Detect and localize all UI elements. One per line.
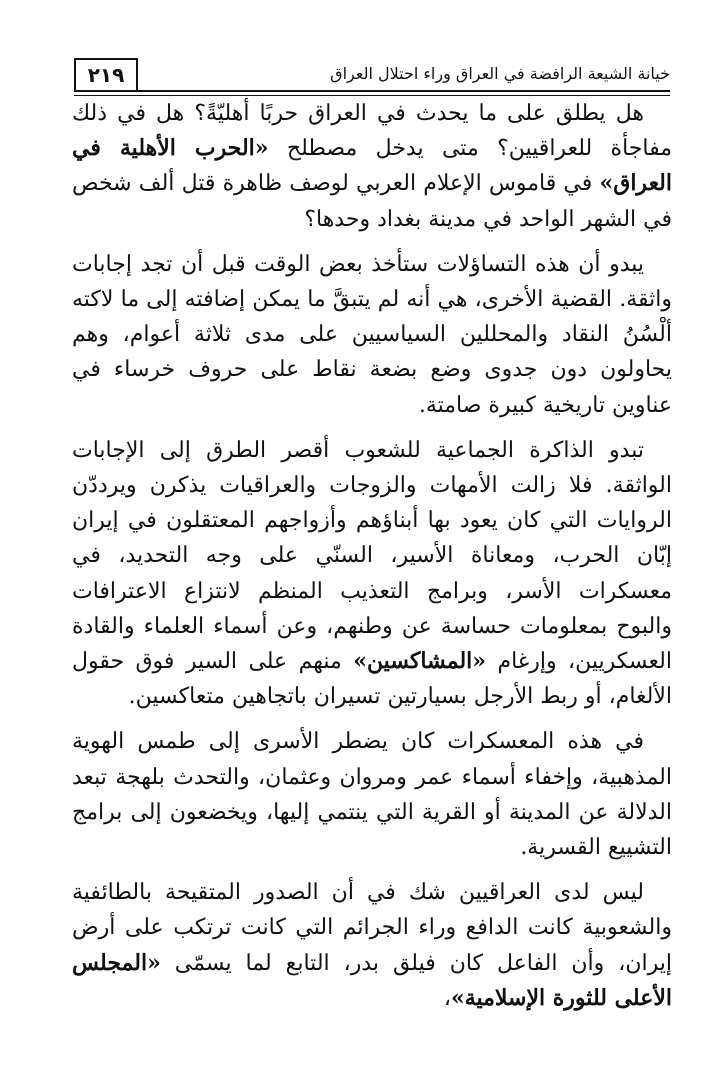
page-number: ٢١٩: [74, 58, 138, 92]
paragraph-text: في قاموس الإعلام العربي لوصف ظاهرة قتل ألف شخص في الشهر الواحد في مدينة بغداد وحدها؟: [72, 171, 672, 232]
paragraph-3: [72, 433, 672, 715]
bold-term: «الحرب الأهلية في العراق»: [72, 135, 672, 197]
paragraph-5: [72, 875, 672, 1016]
body-text: [72, 96, 672, 1016]
running-title: خيانة الشيعة الرافضة في العراق وراء احتلال العراق: [330, 64, 670, 83]
paragraph-1: [72, 96, 672, 237]
header-rule-thick: [138, 90, 670, 92]
paragraph-2: يبدو أن هذه التساؤلات ستأخذ بعض الوقت قبل أن تجد إجابات واثقة. القضية الأخرى، هي أنه لم يتبقَّ ما يمكن إضافته إلى ما لاكته ألْسُنُ النقاد والمحللين السياسيين على مدى ثلاثة أعوام، وهم يحاولون دون جدوى وضع بضعة نقاط على حروف خرساء في عناوين تاريخية كبيرة صامتة.: [72, 251, 672, 418]
paragraph-text: تبدو الذاكرة الجماعية للشعوب أقصر الطرق إلى الإجابات الواثقة. فلا زالت الأمهات والزوجات والعراقيات يذكرن ويرددّن الروايات التي كان يعود بها أبناؤهم وأزواجهم المعتقلون في إيران إبّان الحرب، ومعاناة الأسير، السنّي على وجه التحديد، في معسكرات الأسر، وبرامج التعذيب المنظم لانتزاع الاعترافات والبوح بمعلومات حساسة عن وطنهم، وعن أسماء العلماء والقادة العسكريين، وإرغام: [72, 437, 672, 675]
bold-term: «المجلس الأعلى للثورة الإسلامية»: [72, 949, 672, 1011]
paragraph-text: ،: [443, 985, 451, 1011]
bold-term: «المشاكسين»: [353, 648, 487, 675]
paragraph-text: هل يطلق على ما يحدث في العراق حربًا أهليّةً؟ هل في ذلك مفاجأة للعراقيين؟ متى يدخل مصطلح: [72, 101, 672, 162]
paragraph-text: منهم على السير فوق حقول الألغام، أو ربط الأرجل بسيارتين تسيران باتجاهين متعاكسين.: [72, 649, 672, 710]
paragraph-4: في هذه المعسكرات كان يضطر الأسرى إلى طمس الهوية المذهبية، وإخفاء أسماء عمر ومروان وعثمان، والتحدث بلهجة تبعد الدلالة عن المدينة أو القرية التي ينتمي إليها، ويخضعون إلى برامج التشييع القسرية.: [72, 729, 672, 861]
paragraph-text: ليس لدى العراقيين شك في أن الصدور المتقيحة بالطائفية والشعوبية كانت الدافع وراء الجرائم التي كانت ترتكب على أرض إيران، وأن الفاعل كان فيلق بدر، التابع لما يسمّى: [72, 880, 672, 976]
page-header: [74, 58, 670, 98]
